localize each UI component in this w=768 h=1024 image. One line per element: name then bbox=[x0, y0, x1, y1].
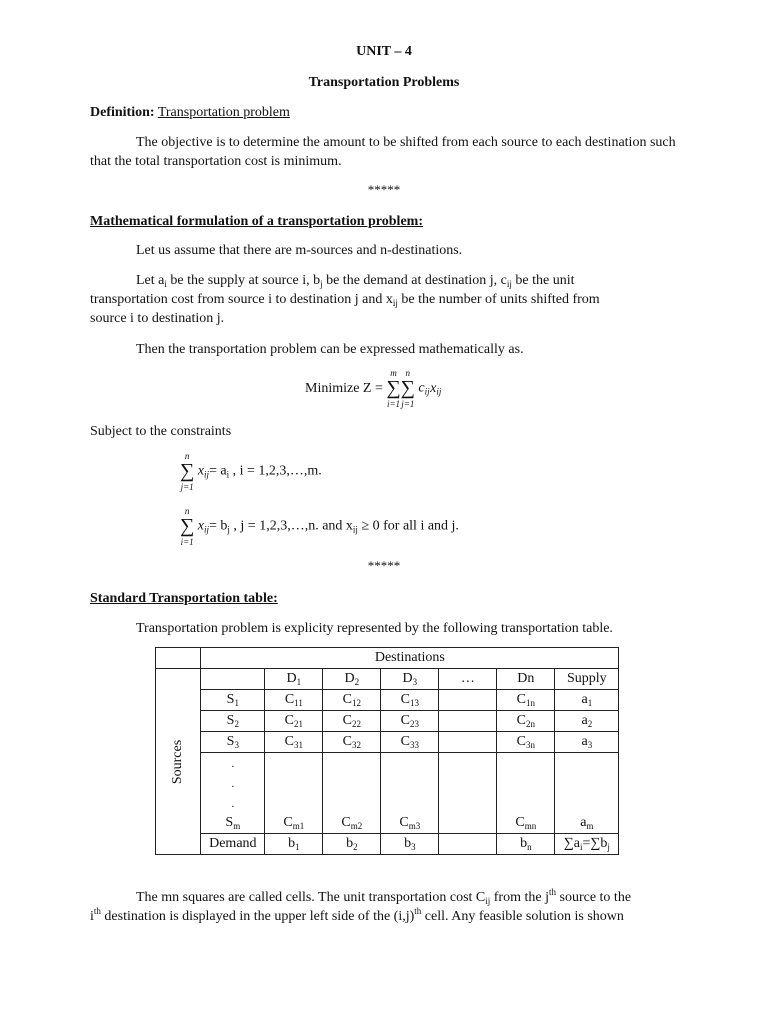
closing-1-sup: th bbox=[548, 887, 556, 897]
s2-sub: 2 bbox=[234, 719, 239, 729]
cell-sub: 33 bbox=[410, 740, 419, 750]
cell-base: C bbox=[516, 692, 526, 707]
cell-base: C bbox=[342, 734, 352, 749]
total-a: ∑a bbox=[563, 836, 580, 851]
formula-c: c bbox=[418, 380, 425, 396]
d2-base: D bbox=[344, 671, 355, 686]
cell-c13 bbox=[381, 690, 439, 711]
c1-rest: , i = 1,2,3,…,m. bbox=[229, 463, 322, 479]
objective-paragraph: The objective is to determine the amount to be shifted from each source to each destination such that the total transportation cost is minimum. bbox=[90, 135, 676, 169]
col-header-d2 bbox=[323, 669, 381, 690]
then-text: Then the transportation problem can be expressed mathematically as. bbox=[136, 342, 524, 357]
total-b-sub: j bbox=[607, 842, 610, 852]
definition-label: Definition: bbox=[90, 105, 155, 120]
formula-x: x bbox=[430, 380, 437, 396]
dot-1: . bbox=[231, 756, 235, 770]
supply-sub: 1 bbox=[587, 698, 593, 708]
c2-sum-upper: n bbox=[184, 506, 190, 516]
closing-2-sup: th bbox=[93, 906, 101, 916]
cell-demand-b3 bbox=[381, 834, 439, 855]
sum-j-lower: j=1 bbox=[401, 399, 415, 409]
sum-j-upper: n bbox=[405, 368, 411, 378]
sm-sub: m bbox=[233, 821, 241, 831]
cell-base: C bbox=[341, 815, 351, 830]
col-header-d3 bbox=[381, 669, 439, 690]
chapter-title-wrap bbox=[0, 73, 768, 92]
cell-base: C bbox=[342, 713, 352, 728]
closing-2-sup2: th bbox=[414, 906, 422, 916]
cell-c23 bbox=[381, 711, 439, 732]
s1-sub: 1 bbox=[234, 698, 239, 708]
supply-base: a bbox=[581, 713, 588, 728]
cell-supply-a2 bbox=[555, 711, 619, 732]
cell-sub: m3 bbox=[408, 821, 421, 831]
total-mid: =∑b bbox=[582, 836, 608, 851]
closing-1-sub: ij bbox=[485, 896, 491, 906]
demand-sub: n bbox=[527, 842, 532, 852]
cell-c31 bbox=[265, 732, 323, 753]
cell-sub: 12 bbox=[352, 698, 361, 708]
cell-demand-total bbox=[555, 834, 619, 855]
cell-supply-am bbox=[555, 813, 619, 834]
cell-sub: 32 bbox=[352, 740, 361, 750]
closing-2a: i bbox=[90, 909, 94, 924]
d1-sub: 1 bbox=[296, 677, 302, 687]
cell-sub: 3n bbox=[526, 740, 535, 750]
row-label-demand: Demand bbox=[201, 834, 265, 855]
table-row bbox=[156, 711, 619, 732]
let-line-2-part-b: be the number of units shifted from bbox=[397, 292, 600, 307]
cell-sub: 13 bbox=[410, 698, 419, 708]
supply-sub: 3 bbox=[587, 740, 593, 750]
sum-over-j bbox=[401, 368, 415, 409]
table-row-demand bbox=[156, 834, 619, 855]
cell-blank bbox=[497, 753, 555, 814]
cell-c21 bbox=[265, 711, 323, 732]
c1-sigma: ∑ bbox=[180, 460, 195, 482]
demand-sub: 1 bbox=[295, 842, 300, 852]
c2-sigma: ∑ bbox=[180, 515, 195, 537]
transportation-table bbox=[155, 647, 619, 855]
row-label-s2 bbox=[201, 711, 265, 732]
cell-sub: m1 bbox=[292, 821, 305, 831]
cell-c11 bbox=[265, 690, 323, 711]
total-a-sub: i bbox=[579, 842, 583, 852]
constraint-1-sum bbox=[180, 451, 194, 492]
d3-sub: 3 bbox=[412, 677, 418, 687]
assume-text: Let us assume that there are m-sources and n-destinations. bbox=[136, 243, 463, 258]
c1-x-sub: ij bbox=[203, 469, 209, 480]
demand-base: b bbox=[288, 836, 296, 851]
c2-sum-lower: i=1 bbox=[180, 537, 194, 547]
ellipsis: … bbox=[460, 671, 475, 686]
sigma-symbol-2: ∑ bbox=[400, 377, 415, 399]
dn-base: Dn bbox=[517, 671, 535, 686]
cell-blank bbox=[265, 753, 323, 814]
c2-x-sub: ij bbox=[203, 524, 209, 535]
dot-3: . bbox=[231, 796, 235, 810]
cell-supply-a1 bbox=[555, 690, 619, 711]
s2-base: S bbox=[226, 713, 235, 728]
cell-base: C bbox=[284, 692, 295, 707]
c2-b-sub: j bbox=[227, 524, 230, 535]
cell-demand-bn bbox=[497, 834, 555, 855]
table-row-headers bbox=[156, 669, 619, 690]
c1-eq: = a bbox=[209, 463, 227, 479]
row-label-dots bbox=[201, 753, 265, 814]
cell-blank bbox=[555, 753, 619, 814]
closing-2c: cell. Any feasible solution is shown bbox=[421, 909, 624, 924]
cell-empty bbox=[439, 732, 497, 753]
let-line-1-part-c: be the demand at destination j, c bbox=[322, 273, 507, 288]
sum-i-upper: m bbox=[390, 368, 397, 378]
cell-base: C bbox=[516, 713, 526, 728]
cell-base: C bbox=[342, 692, 352, 707]
cell-cmn bbox=[497, 813, 555, 834]
cell-c12 bbox=[323, 690, 381, 711]
d3-base: D bbox=[402, 671, 413, 686]
let-line-2 bbox=[90, 290, 680, 309]
sub-i: i bbox=[164, 279, 167, 289]
cell-sub: 2n bbox=[526, 719, 535, 729]
let-line-1-part-b: be the supply at source i, b bbox=[166, 273, 321, 288]
closing-line-1 bbox=[90, 888, 680, 907]
separator-1: ***** bbox=[367, 182, 401, 197]
col-header-supply: Supply bbox=[555, 669, 619, 690]
let-line-1-part-a: Let a bbox=[136, 273, 165, 288]
row-label-s3 bbox=[201, 732, 265, 753]
supply-sub: 2 bbox=[587, 719, 593, 729]
cell-base: C bbox=[399, 815, 409, 830]
destinations-header: Destinations bbox=[201, 648, 619, 669]
dot-2: . bbox=[231, 776, 235, 790]
s3-base: S bbox=[226, 734, 235, 749]
closing-1b: from the j bbox=[490, 890, 549, 905]
let-line-1 bbox=[90, 271, 680, 290]
cell-empty bbox=[439, 711, 497, 732]
let-line-3: source i to destination j. bbox=[90, 311, 225, 326]
cell-sub: mn bbox=[524, 821, 537, 831]
objective-formula bbox=[305, 368, 441, 412]
col-header-d1 bbox=[265, 669, 323, 690]
table-row-dots bbox=[156, 753, 619, 814]
demand-base: b bbox=[520, 836, 528, 851]
s1-base: S bbox=[226, 692, 235, 707]
demand-base: b bbox=[346, 836, 354, 851]
sum-i-lower: i=1 bbox=[386, 399, 401, 409]
cell-c3n bbox=[497, 732, 555, 753]
closing-line-2 bbox=[90, 907, 680, 926]
demand-base: b bbox=[404, 836, 412, 851]
cell-base: C bbox=[400, 692, 410, 707]
demand-sub: 2 bbox=[353, 842, 358, 852]
c2-x: x bbox=[197, 518, 204, 534]
let-line-1-part-d: be the unit bbox=[511, 273, 575, 288]
sum-over-i bbox=[386, 368, 400, 409]
demand-sub: 3 bbox=[411, 842, 416, 852]
cell-blank bbox=[323, 753, 381, 814]
cell-empty bbox=[439, 813, 497, 834]
cell-sub: 21 bbox=[294, 719, 303, 729]
formula-x-sub: ij bbox=[436, 386, 442, 397]
table-row-sm bbox=[156, 813, 619, 834]
cell-c1n bbox=[497, 690, 555, 711]
cell-demand-b2 bbox=[323, 834, 381, 855]
c1-sum-upper: n bbox=[184, 451, 190, 461]
let-line-2-part-a: transportation cost from source i to destination j and x bbox=[90, 292, 393, 307]
col-header-dn bbox=[497, 669, 555, 690]
c2-rest: , j = 1,2,3,…,n. and x bbox=[229, 518, 353, 534]
unit-title: UNIT – 4 bbox=[356, 44, 412, 59]
chapter-title: Transportation Problems bbox=[308, 75, 460, 90]
constraint-2-sum bbox=[180, 506, 194, 547]
cell-base: C bbox=[400, 734, 410, 749]
subject-text: Subject to the constraints bbox=[90, 424, 232, 439]
c1-x: x bbox=[197, 463, 204, 479]
definition-term: Transportation problem bbox=[157, 105, 290, 120]
cell-base: C bbox=[283, 815, 293, 830]
closing-1c: source to the bbox=[556, 890, 632, 905]
cell-empty bbox=[439, 834, 497, 855]
sm-base: S bbox=[225, 815, 234, 830]
std-heading: Standard Transportation table: bbox=[90, 591, 278, 606]
separator-2: ***** bbox=[367, 558, 401, 573]
cell-c33 bbox=[381, 732, 439, 753]
definition-line bbox=[90, 103, 680, 122]
c2-x2-sub: ij bbox=[352, 524, 358, 535]
cell-sub: 22 bbox=[352, 719, 361, 729]
cell-sub: 11 bbox=[294, 698, 303, 708]
c2-eq: = b bbox=[209, 518, 228, 534]
cell-blank bbox=[381, 753, 439, 814]
cell-empty bbox=[439, 690, 497, 711]
std-intro: Transportation problem is explicity represented by the following transportation table. bbox=[136, 621, 613, 636]
cell-base: C bbox=[400, 713, 410, 728]
unit-title-wrap bbox=[0, 42, 768, 61]
sources-label-cell bbox=[156, 669, 201, 855]
table-row-destinations bbox=[156, 648, 619, 669]
constraint-2 bbox=[180, 506, 459, 548]
cell-blank bbox=[439, 753, 497, 814]
cell-base: C bbox=[515, 815, 525, 830]
cell-supply-a3 bbox=[555, 732, 619, 753]
cell-sub: 31 bbox=[294, 740, 303, 750]
math-heading: Mathematical formulation of a transportation problem: bbox=[90, 214, 423, 229]
supply-base: a bbox=[581, 692, 588, 707]
cell-sub: 23 bbox=[410, 719, 419, 729]
sigma-symbol: ∑ bbox=[386, 377, 401, 399]
col-header-ellipsis bbox=[439, 669, 497, 690]
cell-cm1 bbox=[265, 813, 323, 834]
closing-1a: The mn squares are called cells. The unit transportation cost C bbox=[136, 890, 486, 905]
supply-sub: m bbox=[586, 821, 594, 831]
formula-prefix: Minimize Z = bbox=[305, 380, 383, 396]
supply-base: a bbox=[581, 734, 588, 749]
cell-c2n bbox=[497, 711, 555, 732]
table-row bbox=[156, 732, 619, 753]
d1-base: D bbox=[286, 671, 297, 686]
row-label-s1 bbox=[201, 690, 265, 711]
cell-base: C bbox=[284, 713, 294, 728]
cell-base: C bbox=[516, 734, 526, 749]
sources-label: Sources bbox=[170, 739, 186, 784]
c2-tail: ≥ 0 for all i and j. bbox=[357, 518, 459, 534]
cell-cm3 bbox=[381, 813, 439, 834]
table-row bbox=[156, 690, 619, 711]
d2-sub: 2 bbox=[354, 677, 360, 687]
supply-base: a bbox=[580, 815, 587, 830]
cell-base: C bbox=[284, 734, 294, 749]
cell-sub: m2 bbox=[350, 821, 363, 831]
s3-sub: 3 bbox=[234, 740, 239, 750]
closing-2b: destination is displayed in the upper left side of the (i,j) bbox=[100, 909, 415, 924]
table-corner bbox=[156, 648, 201, 669]
sub-ij: ij bbox=[506, 279, 512, 289]
cell-sub: 1n bbox=[526, 698, 535, 708]
header-empty bbox=[201, 669, 265, 690]
cell-c32 bbox=[323, 732, 381, 753]
cell-cm2 bbox=[323, 813, 381, 834]
c1-a-sub: i bbox=[226, 469, 230, 480]
constraint-1 bbox=[180, 451, 322, 493]
c1-sum-lower: j=1 bbox=[180, 482, 194, 492]
row-label-sm bbox=[201, 813, 265, 834]
formula-c-sub: ij bbox=[424, 386, 430, 397]
cell-c22 bbox=[323, 711, 381, 732]
sub-j: j bbox=[320, 279, 323, 289]
cell-demand-b1 bbox=[265, 834, 323, 855]
sub-ij-2: ij bbox=[392, 298, 398, 308]
